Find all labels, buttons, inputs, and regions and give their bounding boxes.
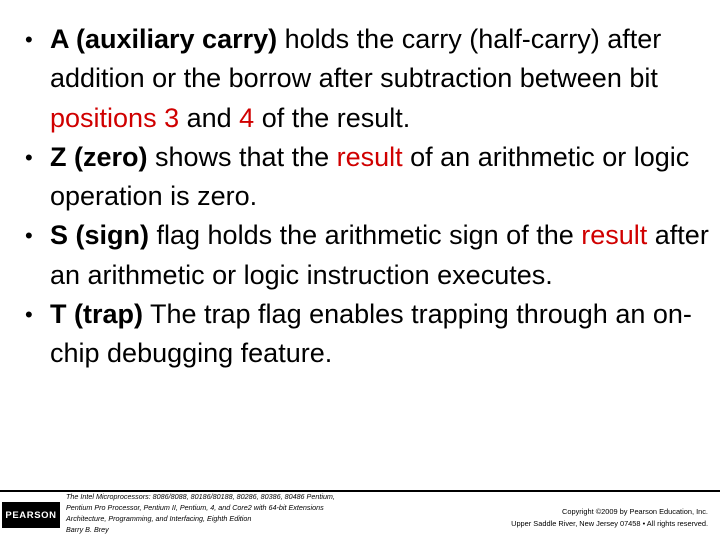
- copyright-line: Copyright ©2009 by Pearson Education, Inc.: [562, 507, 708, 516]
- bullet-text: and: [179, 102, 240, 133]
- highlight-text: 4: [239, 102, 255, 133]
- term-label: S (sign): [50, 220, 149, 251]
- book-author: Barry B. Brey: [66, 525, 109, 534]
- bullet-marker: •: [25, 223, 33, 249]
- book-title-line: Pentium Pro Processor, Pentium II, Pentium, 4, and Core2 with 64-bit Extensions: [66, 503, 324, 512]
- bullet-text: of the result.: [254, 102, 411, 133]
- bullet-sign: [22, 216, 712, 295]
- highlight-text: result: [581, 220, 648, 251]
- book-title-line: Architecture, Programming, and Interfacing, Eighth Edition: [66, 514, 252, 523]
- copyright-line: Upper Saddle River, New Jersey 07458 • All rights reserved.: [511, 519, 708, 528]
- highlight-text: positions 3: [50, 102, 180, 133]
- bullet-text: of an arithmetic or logic operation is zero.: [50, 141, 690, 212]
- bullet-zero: [22, 138, 712, 217]
- bullet-list: [22, 20, 712, 374]
- bullet-text: after an arithmetic or logic instruction executes.: [50, 220, 709, 290]
- copyright-notice: [511, 506, 708, 530]
- bullet-marker: •: [25, 144, 33, 170]
- bullet-marker: •: [25, 27, 33, 52]
- bullet-auxiliary-carry: [22, 20, 712, 138]
- bullet-marker: •: [25, 302, 33, 328]
- pearson-logo: PEARSON: [2, 502, 60, 528]
- bullet-text: holds the carry (half-carry) after addition or the borrow after subtraction between bit: [50, 24, 662, 94]
- bullet-text: The trap flag enables trapping through an on-chip debugging feature.: [50, 299, 692, 369]
- bullet-text: flag holds the arithmetic sign of the: [149, 220, 582, 251]
- term-label: Z (zero): [50, 141, 148, 172]
- book-citation: [66, 491, 396, 535]
- book-title-line: The Intel Microprocessors: 8086/8088, 80186/80188, 80286, 80386, 80486 Pentium,: [66, 492, 335, 501]
- highlight-text: result: [336, 141, 403, 172]
- bullet-text: shows that the: [147, 141, 337, 172]
- term-label: A (auxiliary carry): [50, 24, 278, 54]
- bullet-trap: [22, 295, 712, 374]
- term-label: T (trap): [50, 299, 143, 330]
